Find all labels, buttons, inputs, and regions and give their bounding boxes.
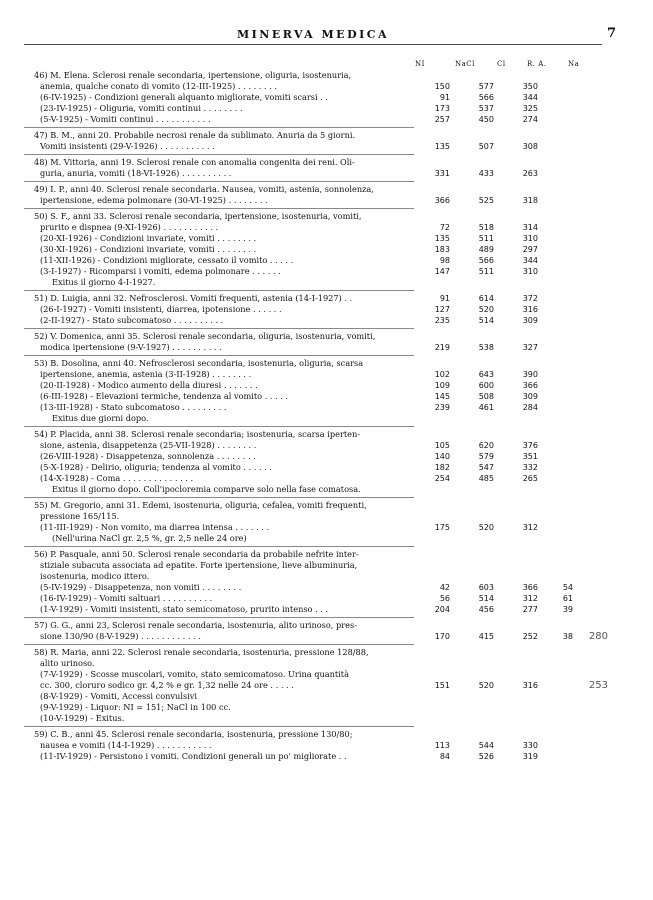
value-cl: 252	[522, 632, 538, 641]
value-cl: 274	[522, 115, 538, 124]
entry-line	[24, 266, 624, 277]
entry-line	[24, 691, 624, 702]
entry-line	[24, 293, 624, 304]
entry-line	[24, 713, 624, 724]
entry-text: (9-V-1929) - Liquor: NI = 151; NaCl in 100 cc.	[40, 702, 231, 712]
case-entry	[24, 729, 624, 762]
entry-line	[24, 277, 624, 288]
entry-line	[24, 549, 624, 560]
entry-line	[24, 315, 624, 326]
entry-line	[24, 81, 624, 92]
entry-text: (5-V-1925) - Vomiti continui . . . . . . . . . . .	[40, 114, 211, 124]
value-ni: 91	[439, 294, 450, 303]
entry-divider	[24, 181, 414, 182]
case-entry	[24, 184, 624, 206]
value-ni: 84	[439, 752, 450, 761]
entry-text: 55) M. Gregorio, anni 31. Edemi, isostenuria, oliguria, cefalea, vomiti frequenti,	[34, 500, 367, 510]
value-cl: 325	[522, 104, 538, 113]
entry-line	[24, 571, 624, 582]
page-number: 7	[606, 26, 616, 41]
case-entry	[24, 130, 624, 152]
value-cl: 366	[522, 583, 538, 592]
entry-line	[24, 222, 624, 233]
entry-line	[24, 647, 624, 658]
entry-text: ipertensione, edema polmonare (30-VI-1925) . . . . . . . .	[40, 195, 268, 205]
case-entry	[24, 211, 624, 288]
value-nacl: 520	[478, 681, 494, 690]
entry-line	[24, 593, 624, 604]
value-ni: 147	[434, 267, 450, 276]
entry-text: Exitus il giorno dopo. Coll'ipocloremia comparve solo nella fase comatosa.	[52, 484, 361, 494]
entry-text: ipertensione, anemia, astenia (3-II-1928) . . . . . . . .	[40, 369, 252, 379]
column-header-ra: R. A.	[527, 60, 547, 68]
entry-text: 56) P. Pasquale, anni 50. Sclerosi renale secondaria da probabile nefrite inter-	[34, 549, 359, 559]
entry-line	[24, 304, 624, 315]
entry-text: (16-IV-1929) - Vomiti saltuari . . . . . . . . . .	[40, 593, 213, 603]
value-ni: 113	[434, 741, 450, 750]
entry-text: pressione 165/115.	[40, 511, 120, 521]
value-nacl: 579	[478, 452, 494, 461]
entry-line	[24, 582, 624, 593]
value-cl: 312	[522, 523, 538, 532]
case-entry	[24, 429, 624, 495]
entry-text: (3-I-1927) - Ricomparsi i vomiti, edema polmonare . . . . . .	[40, 266, 281, 276]
entry-text: (2-II-1927) - Stato subcomatoso . . . . . . . . . .	[40, 315, 224, 325]
entry-text: (5-X-1928) - Delirio, oliguria; tendenza al vomito . . . . . .	[40, 462, 273, 472]
entry-line	[24, 620, 624, 631]
entry-line	[24, 331, 624, 342]
value-ni: 235	[434, 316, 450, 325]
value-nacl: 566	[478, 256, 494, 265]
value-nacl: 518	[478, 223, 494, 232]
entry-divider	[24, 290, 414, 291]
value-nacl: 450	[478, 115, 494, 124]
entry-text: 57) G. G., anni 23, Sclerosi renale secondaria, isostenuria, alito urinoso, pres-	[34, 620, 357, 630]
value-nacl: 514	[478, 594, 494, 603]
entry-line	[24, 680, 624, 691]
column-header-nacl: NaCl	[455, 60, 475, 68]
entry-text: (26-I-1927) - Vomiti insistenti, diarrea, ipotensione . . . . . .	[40, 304, 282, 314]
entry-line	[24, 195, 624, 206]
entry-text: (8-V-1929) - Vomiti, Accessi convulsivi	[40, 691, 198, 701]
value-ra: 54	[562, 583, 573, 592]
entry-line	[24, 658, 624, 669]
entry-line	[24, 255, 624, 266]
value-nacl: 525	[478, 196, 494, 205]
value-nacl: 514	[478, 316, 494, 325]
entry-text: sione 130/90 (8-V-1929) . . . . . . . . . . . .	[40, 631, 201, 641]
entry-text: (6-IV-1925) - Condizioni generali alquanto migliorate, vomiti scarsi . .	[40, 92, 329, 102]
value-ra: 39	[562, 605, 573, 614]
value-ni: 254	[434, 474, 450, 483]
entry-line	[24, 631, 624, 642]
entry-text: 48) M. Vittoria, anni 19. Sclerosi renale con anomalia congenita dei reni. Oli-	[34, 157, 355, 167]
value-ni: 102	[434, 370, 450, 379]
entry-text: 49) I. P., anni 40. Sclerosi renale secondaria. Nausea, vomiti, astenia, sonnolenza,	[34, 184, 374, 194]
value-cl: 344	[522, 93, 538, 102]
value-ni: 173	[434, 104, 450, 113]
value-nacl: 544	[478, 741, 494, 750]
value-cl: 277	[522, 605, 538, 614]
value-na: 253	[588, 680, 608, 691]
value-nacl: 538	[478, 343, 494, 352]
value-cl: 372	[522, 294, 538, 303]
entry-text: (7-V-1929) - Scosse muscolari, vomito, stato semicomatoso. Urina quantità	[40, 669, 349, 679]
entry-line	[24, 184, 624, 195]
value-cl: 284	[522, 403, 538, 412]
entry-text: Exitus il giorno 4-I-1927.	[52, 277, 156, 287]
entry-line	[24, 92, 624, 103]
entry-line	[24, 233, 624, 244]
entry-text: isostenuria, modico ittero.	[40, 571, 150, 581]
value-ni: 366	[434, 196, 450, 205]
value-nacl: 485	[478, 474, 494, 483]
value-nacl: 603	[478, 583, 494, 592]
entry-line	[24, 168, 624, 179]
entry-text: (11-III-1929) - Non vomito, ma diarrea intensa . . . . . . .	[40, 522, 270, 532]
entry-line	[24, 533, 624, 544]
entry-line	[24, 751, 624, 762]
entry-line	[24, 740, 624, 751]
value-nacl: 537	[478, 104, 494, 113]
entry-line	[24, 130, 624, 141]
entry-text: (11-IV-1929) - Persistono i vomiti. Condizioni generali un po' migliorate . .	[40, 751, 347, 761]
entry-text: (13-III-1928) - Stato subcomatoso . . . . . . . . .	[40, 402, 227, 412]
entry-text: guria, anuria, vomiti (18-VI-1926) . . . . . . . . . .	[40, 168, 232, 178]
entry-text: 58) R. Maria, anni 22. Sclerosi renale secondaria, isostenuria, pressione 128/88,	[34, 647, 369, 657]
value-ni: 105	[434, 441, 450, 450]
value-nacl: 566	[478, 93, 494, 102]
entry-line	[24, 380, 624, 391]
entry-text: modica ipertensione (9-V-1927) . . . . . . . . . .	[40, 342, 222, 352]
case-entry	[24, 293, 624, 326]
value-cl: 312	[522, 594, 538, 603]
value-ni: 140	[434, 452, 450, 461]
entry-line	[24, 473, 624, 484]
value-cl: 344	[522, 256, 538, 265]
entry-divider	[24, 426, 414, 427]
value-nacl: 547	[478, 463, 494, 472]
entry-text: 52) V. Domenica, anni 35. Sclerosi renale secondaria, oliguria, isostenuria, vomiti,	[34, 331, 376, 341]
value-cl: 330	[522, 741, 538, 750]
value-ni: 109	[434, 381, 450, 390]
entry-text: sione, astenia, disappetenza (25-VII-1928) . . . . . . . .	[40, 440, 257, 450]
value-nacl: 520	[478, 523, 494, 532]
value-cl: 263	[522, 169, 538, 178]
entry-text: (Nell'urina NaCl gr. 2,5 %, gr. 2,5 nelle 24 ore)	[52, 533, 247, 543]
value-ni: 170	[434, 632, 450, 641]
value-nacl: 489	[478, 245, 494, 254]
entry-line	[24, 369, 624, 380]
value-nacl: 577	[478, 82, 494, 91]
entry-text: 50) S. F., anni 33. Sclerosi renale secondaria, ipertensione, isostenuria, vomiti,	[34, 211, 362, 221]
value-ni: 56	[439, 594, 450, 603]
value-ra: 61	[562, 594, 573, 603]
entry-text: 46) M. Elena. Sclerosi renale secondaria, ipertensione, oliguria, isostenuria,	[34, 70, 352, 80]
entry-text: alito urinoso.	[40, 658, 95, 668]
entry-text: 59) C. B., anni 45. Sclerosi renale secondaria, isostenuria, pressione 130/80;	[34, 729, 353, 739]
value-ni: 257	[434, 115, 450, 124]
entry-text: Exitus due giorni dopo.	[52, 413, 149, 423]
entry-text: stiziale subacuta associata ad epatite. Forte ipertensione, lieve albuminuria,	[40, 560, 358, 570]
entry-text: (30-XI-1926) - Condizioni invariate, vomiti . . . . . . . .	[40, 244, 257, 254]
entry-text: (23-IV-1925) - Oliguria, vomiti continui . . . . . . . .	[40, 103, 243, 113]
value-ni: 331	[434, 169, 450, 178]
entry-text: prurito e dispnea (9-XI-1926) . . . . . . . . . . .	[40, 222, 219, 232]
value-cl: 390	[522, 370, 538, 379]
entry-line	[24, 70, 624, 81]
case-entry	[24, 70, 624, 125]
page-header	[24, 26, 616, 45]
case-entry	[24, 620, 624, 642]
value-cl: 308	[522, 142, 538, 151]
entry-text: Vomiti insistenti (29-V-1926) . . . . . . . . . . .	[40, 141, 215, 151]
value-ni: 98	[439, 256, 450, 265]
value-ni: 135	[434, 142, 450, 151]
entry-text: cc. 300, cloruro sodico gr. 4,2 % e gr. 1,32 nelle 24 ore . . . . .	[40, 680, 294, 690]
entry-line	[24, 604, 624, 615]
entry-text: anemia, qualche conato di vomito (12-III-1925) . . . . . . . .	[40, 81, 278, 91]
entry-divider	[24, 617, 414, 618]
value-cl: 319	[522, 752, 538, 761]
entry-line	[24, 211, 624, 222]
entry-divider	[24, 154, 414, 155]
entry-line	[24, 342, 624, 353]
entry-divider	[24, 208, 414, 209]
value-cl: 316	[522, 681, 538, 690]
value-cl: 316	[522, 305, 538, 314]
value-ni: 219	[434, 343, 450, 352]
entry-line	[24, 729, 624, 740]
value-ni: 175	[434, 523, 450, 532]
entry-line	[24, 522, 624, 533]
value-nacl: 614	[478, 294, 494, 303]
value-nacl: 600	[478, 381, 494, 390]
entry-line	[24, 141, 624, 152]
entry-text: (14-X-1928) - Coma . . . . . . . . . . . . . .	[40, 473, 194, 483]
column-header-na: Na	[568, 60, 580, 68]
entry-text: (20-II-1928) - Modico aumento della diuresi . . . . . . .	[40, 380, 258, 390]
case-entry	[24, 549, 624, 615]
value-cl: 265	[522, 474, 538, 483]
value-cl: 350	[522, 82, 538, 91]
column-header-ni: NI	[415, 60, 425, 68]
value-cl: 376	[522, 441, 538, 450]
value-ni: 239	[434, 403, 450, 412]
value-cl: 318	[522, 196, 538, 205]
value-ni: 127	[434, 305, 450, 314]
value-nacl: 461	[478, 403, 494, 412]
value-ni: 72	[439, 223, 450, 232]
value-nacl: 433	[478, 169, 494, 178]
journal-title: MINERVA MEDICA	[236, 28, 390, 41]
value-cl: 310	[522, 234, 538, 243]
column-header-cl: Cl	[497, 60, 506, 68]
entry-divider	[24, 644, 414, 645]
value-nacl: 415	[478, 632, 494, 641]
entry-line	[24, 451, 624, 462]
entry-line	[24, 702, 624, 713]
entry-line	[24, 103, 624, 114]
value-nacl: 508	[478, 392, 494, 401]
value-cl: 332	[522, 463, 538, 472]
entry-line	[24, 500, 624, 511]
entry-line	[24, 114, 624, 125]
entry-line	[24, 402, 624, 413]
value-ra: 38	[562, 632, 573, 641]
entry-line	[24, 157, 624, 168]
entry-text: 51) D. Luigia, anni 32. Nefrosclerosi. Vomiti frequenti, astenia (14-I-1927) . .	[34, 293, 353, 303]
entry-text: 54) P. Placida, anni 38. Sclerosi renale secondaria; isostenuria, scarsa iperten-	[34, 429, 361, 439]
entry-line	[24, 244, 624, 255]
value-ni: 42	[439, 583, 450, 592]
value-na: 280	[588, 631, 608, 642]
entry-line	[24, 440, 624, 451]
value-cl: 309	[522, 392, 538, 401]
value-nacl: 511	[478, 234, 494, 243]
entry-divider	[24, 726, 414, 727]
value-ni: 135	[434, 234, 450, 243]
entry-text: (26-VIII-1928) - Disappetenza, sonnolenza . . . . . . . .	[40, 451, 256, 461]
entry-line	[24, 358, 624, 369]
entry-divider	[24, 546, 414, 547]
entry-line	[24, 391, 624, 402]
entry-line	[24, 429, 624, 440]
value-cl: 297	[522, 245, 538, 254]
value-nacl: 456	[478, 605, 494, 614]
value-nacl: 643	[478, 370, 494, 379]
entry-text: 53) B. Dosolina, anni 40. Nefrosclerosi secondaria, isostenuria, oliguria, scarsa	[34, 358, 364, 368]
value-ni: 151	[434, 681, 450, 690]
value-ni: 145	[434, 392, 450, 401]
value-ni: 204	[434, 605, 450, 614]
value-cl: 327	[522, 343, 538, 352]
entry-divider	[24, 497, 414, 498]
entry-text: nausea e vomiti (14-I-1929) . . . . . . . . . . .	[40, 740, 212, 750]
entry-line	[24, 560, 624, 571]
value-nacl: 507	[478, 142, 494, 151]
value-nacl: 511	[478, 267, 494, 276]
entry-divider	[24, 127, 414, 128]
case-entry	[24, 358, 624, 424]
value-nacl: 620	[478, 441, 494, 450]
case-entry	[24, 331, 624, 353]
entry-line	[24, 511, 624, 522]
case-entry	[24, 500, 624, 544]
entry-text: (10-V-1929) - Exitus.	[40, 713, 125, 723]
case-list	[24, 70, 624, 767]
value-cl: 351	[522, 452, 538, 461]
entry-text: (6-III-1928) - Elevazioni termiche, tendenza al vomito . . . . .	[40, 391, 289, 401]
value-cl: 310	[522, 267, 538, 276]
entry-text: 47) B. M., anni 20. Probabile necrosi renale da sublimato. Anuria da 5 giorni.	[34, 130, 356, 140]
value-nacl: 526	[478, 752, 494, 761]
entry-line	[24, 669, 624, 680]
entry-text: (20-XI-1926) - Condizioni invariate, vomiti . . . . . . . .	[40, 233, 257, 243]
entry-line	[24, 484, 624, 495]
entry-divider	[24, 328, 414, 329]
entry-text: (1-V-1929) - Vomiti insistenti, stato semicomatoso, prurito intenso . . .	[40, 604, 329, 614]
value-ni: 91	[439, 93, 450, 102]
case-entry	[24, 157, 624, 179]
entry-divider	[24, 355, 414, 356]
entry-line	[24, 462, 624, 473]
value-nacl: 520	[478, 305, 494, 314]
value-cl: 314	[522, 223, 538, 232]
value-cl: 366	[522, 381, 538, 390]
value-ni: 183	[434, 245, 450, 254]
entry-text: (5-IV-1929) - Disappetenza, non vomiti . . . . . . . .	[40, 582, 242, 592]
case-entry	[24, 647, 624, 724]
value-ni: 182	[434, 463, 450, 472]
entry-text: (11-XII-1926) - Condizioni migliorate, cessato il vomito . . . . .	[40, 255, 294, 265]
value-cl: 309	[522, 316, 538, 325]
value-ni: 150	[434, 82, 450, 91]
entry-line	[24, 413, 624, 424]
